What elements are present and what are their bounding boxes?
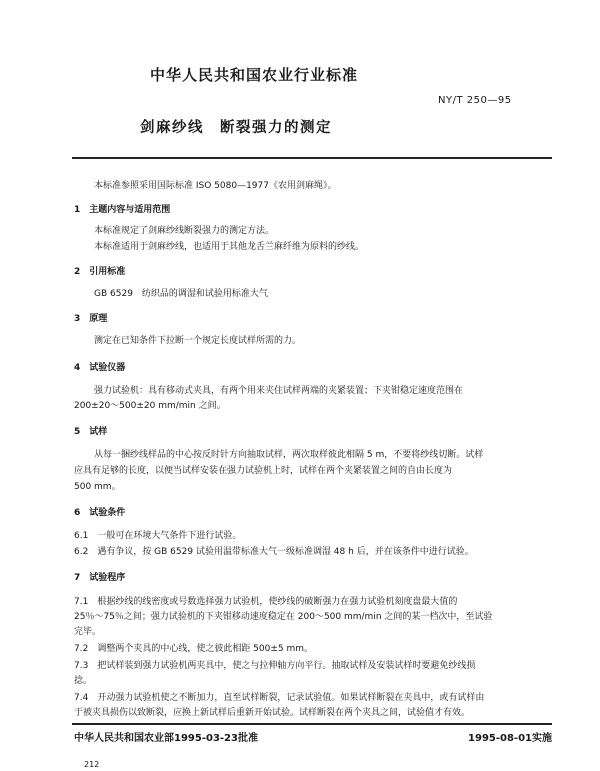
- intro-text: 本标准参照采用国际标准 ISO 5080—1977《农用剑麻绳》。: [94, 181, 337, 191]
- section-7-item-2: 7.2 调整两个夹具的中心线，使之彼此相距 500±5 mm。: [74, 644, 314, 654]
- section-6-heading: 6 试验条件: [74, 508, 126, 518]
- document-title: 剑麻纱线 断裂强力的测定: [140, 120, 332, 136]
- section-1-para-2: 本标准适用于剑麻纱线，也适用于其他龙舌兰麻纤维为原料的纱线。: [94, 242, 365, 252]
- section-5-heading: 5 试样: [74, 427, 108, 437]
- section-2-reference: GB 6529 纺织品的调湿和试验用标准大气: [94, 289, 268, 299]
- section-1-para-1: 本标准规定了剑麻纱线断裂强力的测定方法。: [94, 226, 275, 236]
- org-title: 中华人民共和国农业行业标准: [150, 66, 359, 84]
- section-5-line-2: 应具有足够的长度，以便当试样安装在强力试验机上时，试样在两个夹紧装置之间的自由长度为: [74, 466, 453, 476]
- section-6-item-2: 6.2 遇有争议，按 GB 6529 试验用温带标准大气一级标准调湿 48 h 后，并在该条件中进行试验。: [74, 547, 474, 557]
- section-4-heading: 4 试验仪器: [74, 363, 126, 373]
- approval-date: 中华人民共和国农业部1995-03-23批准: [74, 733, 258, 744]
- header-rule: [72, 157, 552, 159]
- section-7-item-1-line-1: 7.1 根据纱线的线密度或号数选择强力试验机，使纱线的破断强力在强力试验机刻度盘最大值的: [74, 597, 458, 607]
- section-5-line-1: 从每一捆纱线样品的中心按反时针方向抽取试样，两次取样彼此相隔 5 m，不要将纱线切断。试样: [94, 450, 484, 460]
- section-7-item-4-line-2: 于被夹具损伤以致断裂，应换上新试样后重新开始试验。试样断裂在两个夹具之间，试验值才有效。: [74, 708, 471, 718]
- section-5-line-3: 500 mm。: [74, 482, 121, 492]
- footer-rule: [72, 723, 552, 725]
- section-7-item-3-line-2: 捻。: [74, 676, 93, 686]
- section-7-item-3-line-1: 7.3 把试样装到强力试验机两夹具中，使之与拉伸轴方向平行。抽取试样及安装试样时要避免纱线损: [74, 661, 476, 671]
- section-7-item-1-line-3: 完毕。: [74, 627, 102, 637]
- section-7-heading: 7 试验程序: [74, 573, 126, 583]
- section-4-line-2: 200±20～500±20 mm/min 之间。: [74, 401, 226, 411]
- section-3-para: 测定在已知条件下拉断一个规定长度试样所需的力。: [94, 336, 302, 346]
- standard-number: NY/T 250—95: [438, 95, 512, 106]
- section-2-heading: 2 引用标准: [74, 267, 126, 277]
- section-6-item-1: 6.1 一般可在环境大气条件下进行试验。: [74, 531, 242, 541]
- section-7-item-1-line-2: 25％～75％之间；强力试验机的下夹钳移动速度稳定在 200～500 mm/min 之间的某一档次中，至试验: [74, 612, 493, 622]
- implementation-date: 1995-08-01实施: [468, 733, 552, 744]
- page-number: 212: [84, 760, 100, 769]
- section-4-line-1: 强力试验机：具有移动式夹具，有两个用来夹住试样两端的夹紧装置；下夹钳稳定速度范围在: [94, 386, 464, 396]
- section-7-item-4-line-1: 7.4 开动强力试验机使之不断加力，直至试样断裂，记录试验值。如果试样断裂在夹具中，或有试样由: [74, 693, 485, 703]
- section-3-heading: 3 原理: [74, 314, 108, 324]
- section-1-heading: 1 主题内容与适用范围: [74, 205, 171, 215]
